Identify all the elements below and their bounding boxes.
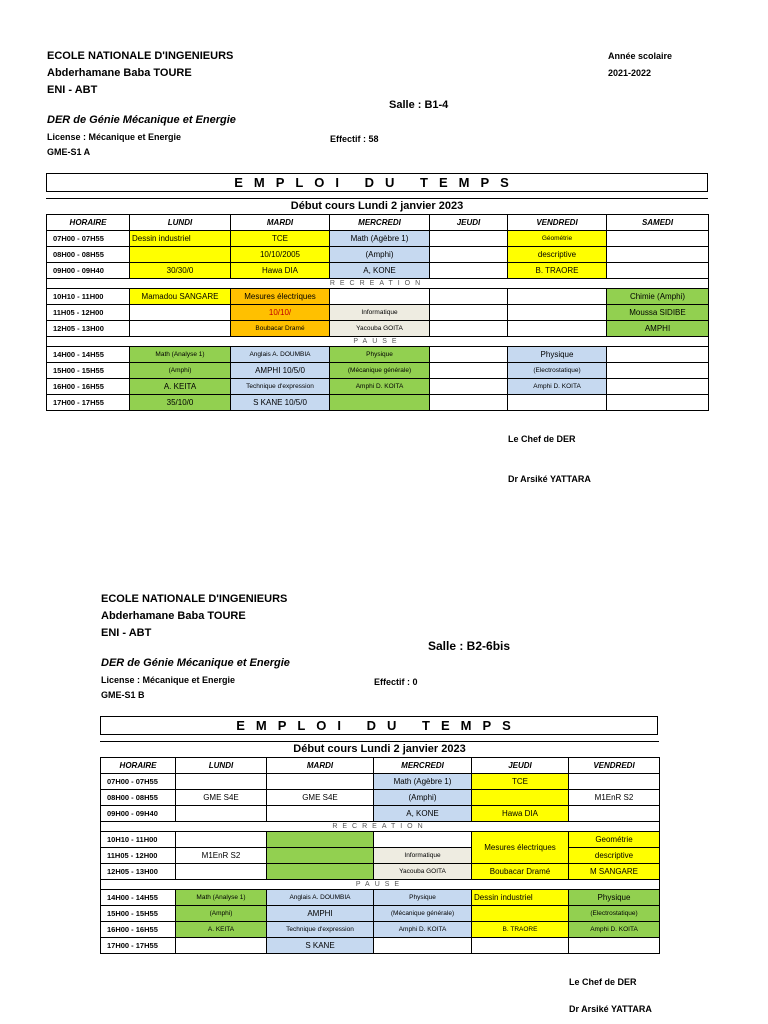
cell: Mamadou SANGARE [130, 289, 231, 305]
school-abbr: ENI - ABT [47, 84, 98, 96]
time-cell: 14H00 - 14H55 [47, 347, 130, 363]
chef-label: Le Chef de DER [569, 977, 637, 987]
col-vendredi: VENDREDI [508, 215, 607, 231]
cell: (Mécanique générale) [374, 906, 472, 922]
cell [130, 247, 231, 263]
time-cell: 08H00 - 08H55 [101, 790, 176, 806]
cell: GME S4E [267, 790, 374, 806]
time-cell: 07H00 - 07H55 [101, 774, 176, 790]
cell: (Amphi) [374, 790, 472, 806]
cell: Physique [569, 890, 660, 906]
headcount: Effectif : 58 [330, 134, 379, 144]
table-row [47, 247, 709, 263]
cell: A, KONE [374, 806, 472, 822]
time-cell: 09H00 - 09H40 [101, 806, 176, 822]
time-cell: 12H05 - 13H00 [47, 321, 130, 337]
cell: Physique [508, 347, 607, 363]
cell: A. KEITA [130, 379, 231, 395]
time-cell: 08H00 - 08H55 [47, 247, 130, 263]
school-abbr: ENI - ABT [101, 627, 152, 639]
cell: AMPHI [267, 906, 374, 922]
cell: Chimie (Amphi) [607, 289, 709, 305]
cell [607, 263, 709, 279]
cell: Anglais A. DOUMBIA [267, 890, 374, 906]
start-date: Début cours Lundi 2 janvier 2023 [46, 198, 708, 213]
table-row [101, 864, 660, 880]
cell: Yacouba GOITA [330, 321, 430, 337]
cell [430, 247, 508, 263]
col-jeudi: JEUDI [430, 215, 508, 231]
cell [569, 806, 660, 822]
cell: Amphi D. KOITA [330, 379, 430, 395]
cell: Hawa DIA [472, 806, 569, 822]
table-row [101, 832, 660, 848]
cell: 10/10/2005 [231, 247, 330, 263]
cell: Mesures électriques [231, 289, 330, 305]
cell [374, 832, 472, 848]
cell: (Electrostatique) [508, 363, 607, 379]
col-vendredi: VENDREDI [569, 758, 660, 774]
cell: (Amphi) [176, 906, 267, 922]
pause-label: PAUSE [47, 337, 709, 347]
col-mercredi: MERCREDI [330, 215, 430, 231]
table-row [101, 774, 660, 790]
cell [508, 321, 607, 337]
cell: Informatique [330, 305, 430, 321]
timetable-title: EMPLOI DU TEMPS [46, 173, 708, 192]
time-cell: 17H00 - 17H55 [47, 395, 130, 411]
cell [508, 289, 607, 305]
cell [569, 774, 660, 790]
table-row [47, 347, 709, 363]
table-row [101, 890, 660, 906]
cell: Moussa SIDIBE [607, 305, 709, 321]
cell: Amphi D. KOITA [508, 379, 607, 395]
school-name: ECOLE NATIONALE D'INGENIEURS [47, 50, 234, 62]
cell: Géométrie [508, 231, 607, 247]
recreation-label: RECREATION [47, 279, 709, 289]
cell [267, 864, 374, 880]
chef-label: Le Chef de DER [508, 434, 576, 444]
cell [607, 347, 709, 363]
cell: (Amphi) [130, 363, 231, 379]
signatory: Dr Arsiké YATTARA [508, 474, 591, 484]
cell: Boubacar Dramé [472, 864, 569, 880]
table-row [47, 263, 709, 279]
cell: 10/10/ [231, 305, 330, 321]
cell [607, 379, 709, 395]
col-mardi: MARDI [231, 215, 330, 231]
cell: Math (Analyse 1) [130, 347, 231, 363]
cell: M1EnR S2 [569, 790, 660, 806]
time-cell: 09H00 - 09H40 [47, 263, 130, 279]
cell: TCE [472, 774, 569, 790]
table-row [101, 848, 660, 864]
license: License : Mécanique et Energie [101, 675, 236, 685]
start-date: Début cours Lundi 2 janvier 2023 [100, 741, 659, 756]
cell: Anglais A. DOUMBIA [231, 347, 330, 363]
cell [508, 395, 607, 411]
cell [607, 231, 709, 247]
table-row [47, 231, 709, 247]
header-row [47, 215, 709, 231]
cell: Informatique [374, 848, 472, 864]
col-horaire: HORAIRE [47, 215, 130, 231]
cell: TCE [231, 231, 330, 247]
recreation-row [47, 279, 709, 289]
cell [130, 305, 231, 321]
time-cell: 16H00 - 16H55 [101, 922, 176, 938]
cell [330, 289, 430, 305]
year-label: Année scolaire [608, 51, 673, 61]
cell [176, 832, 267, 848]
cell: 35/10/0 [130, 395, 231, 411]
cell: B. TRAORE [508, 263, 607, 279]
col-mercredi: MERCREDI [374, 758, 472, 774]
cell [430, 305, 508, 321]
time-cell: 11H05 - 12H00 [101, 848, 176, 864]
time-cell: 07H00 - 07H55 [47, 231, 130, 247]
cell: Dessin industriel [472, 890, 569, 906]
cell: Geométrie [569, 832, 660, 848]
cell: M SANGARE [569, 864, 660, 880]
pause-row [101, 880, 660, 890]
table-row [101, 906, 660, 922]
department: DER de Génie Mécanique et Energie [47, 114, 236, 126]
cell [176, 864, 267, 880]
cell [267, 848, 374, 864]
cell [267, 806, 374, 822]
time-cell: 12H05 - 13H00 [101, 864, 176, 880]
license: License : Mécanique et Energie [47, 132, 182, 142]
cell [472, 790, 569, 806]
cell [176, 938, 267, 954]
table-row [47, 289, 709, 305]
time-cell: 15H00 - 15H55 [47, 363, 130, 379]
cell [430, 363, 508, 379]
cell [430, 263, 508, 279]
col-horaire: HORAIRE [101, 758, 176, 774]
col-lundi: LUNDI [176, 758, 267, 774]
cell: B. TRAORE [472, 922, 569, 938]
cell [430, 231, 508, 247]
school-name: ECOLE NATIONALE D'INGENIEURS [101, 593, 288, 605]
cell [508, 305, 607, 321]
room: Salle : B2-6bis [428, 639, 511, 653]
cell: Boubacar Dramé [231, 321, 330, 337]
table-row [47, 305, 709, 321]
cell: 30/30/0 [130, 263, 231, 279]
pause-row [47, 337, 709, 347]
cell: Math (Agèbre 1) [374, 774, 472, 790]
cell: (Amphi) [330, 247, 430, 263]
cell: A, KONE [330, 263, 430, 279]
time-cell: 10H10 - 11H00 [101, 832, 176, 848]
cell [267, 832, 374, 848]
time-cell: 15H00 - 15H55 [101, 906, 176, 922]
cell: Yacouba GOITA [374, 864, 472, 880]
group: GME-S1 B [101, 690, 145, 700]
time-cell: 16H00 - 16H55 [47, 379, 130, 395]
cell: (Mécanique générale) [330, 363, 430, 379]
table-row [101, 938, 660, 954]
cell: AMPHI 10/5/0 [231, 363, 330, 379]
cell [330, 395, 430, 411]
table-row [47, 321, 709, 337]
cell: S KANE 10/5/0 [231, 395, 330, 411]
cell: descriptive [569, 848, 660, 864]
recreation-label: RECREATION [101, 822, 660, 832]
cell [130, 321, 231, 337]
col-mardi: MARDI [267, 758, 374, 774]
cell: descriptive [508, 247, 607, 263]
cell [176, 806, 267, 822]
cell: Dessin industriel [130, 231, 231, 247]
school-name-2: Abderhamane Baba TOURE [101, 610, 246, 622]
cell: Hawa DIA [231, 263, 330, 279]
cell: Math (Analyse 1) [176, 890, 267, 906]
cell: Amphi D. KOITA [374, 922, 472, 938]
cell [430, 289, 508, 305]
col-jeudi: JEUDI [472, 758, 569, 774]
time-cell: 14H00 - 14H55 [101, 890, 176, 906]
timetable-2 [100, 757, 660, 954]
cell: Physique [330, 347, 430, 363]
cell [267, 774, 374, 790]
col-samedi: SAMEDI [607, 215, 709, 231]
table-row [47, 363, 709, 379]
cell: Math (Agèbre 1) [330, 231, 430, 247]
cell [430, 379, 508, 395]
group: GME-S1 A [47, 147, 91, 157]
table-row [47, 395, 709, 411]
table-row [47, 379, 709, 395]
timetable-title: EMPLOI DU TEMPS [100, 716, 658, 735]
header-row [101, 758, 660, 774]
col-lundi: LUNDI [130, 215, 231, 231]
school-year: 2021-2022 [608, 68, 652, 78]
table-row [101, 790, 660, 806]
pause-label: PAUSE [101, 880, 660, 890]
cell: S KANE [267, 938, 374, 954]
cell: GME S4E [176, 790, 267, 806]
cell [607, 395, 709, 411]
headcount: Effectif : 0 [374, 677, 418, 687]
cell: Amphi D. KOITA [569, 922, 660, 938]
cell [374, 938, 472, 954]
cell: AMPHI [607, 321, 709, 337]
cell: Mesures électriques [472, 832, 569, 864]
cell: A. KEITA [176, 922, 267, 938]
time-cell: 11H05 - 12H00 [47, 305, 130, 321]
department: DER de Génie Mécanique et Energie [101, 657, 290, 669]
table-row [101, 806, 660, 822]
cell [430, 347, 508, 363]
cell [430, 395, 508, 411]
cell: Technique d'expression [267, 922, 374, 938]
cell [430, 321, 508, 337]
cell [472, 906, 569, 922]
cell: Physique [374, 890, 472, 906]
timetable-1 [46, 214, 709, 411]
cell [176, 774, 267, 790]
cell [607, 247, 709, 263]
cell [472, 938, 569, 954]
cell [607, 363, 709, 379]
recreation-row [101, 822, 660, 832]
cell [569, 938, 660, 954]
table-row [101, 922, 660, 938]
cell: (Electrostatique) [569, 906, 660, 922]
room: Salle : B1-4 [389, 99, 449, 111]
cell: Technique d'expression [231, 379, 330, 395]
cell: M1EnR S2 [176, 848, 267, 864]
time-cell: 17H00 - 17H55 [101, 938, 176, 954]
school-name-2: Abderhamane Baba TOURE [47, 67, 192, 79]
time-cell: 10H10 - 11H00 [47, 289, 130, 305]
signatory: Dr Arsiké YATTARA [569, 1004, 652, 1014]
